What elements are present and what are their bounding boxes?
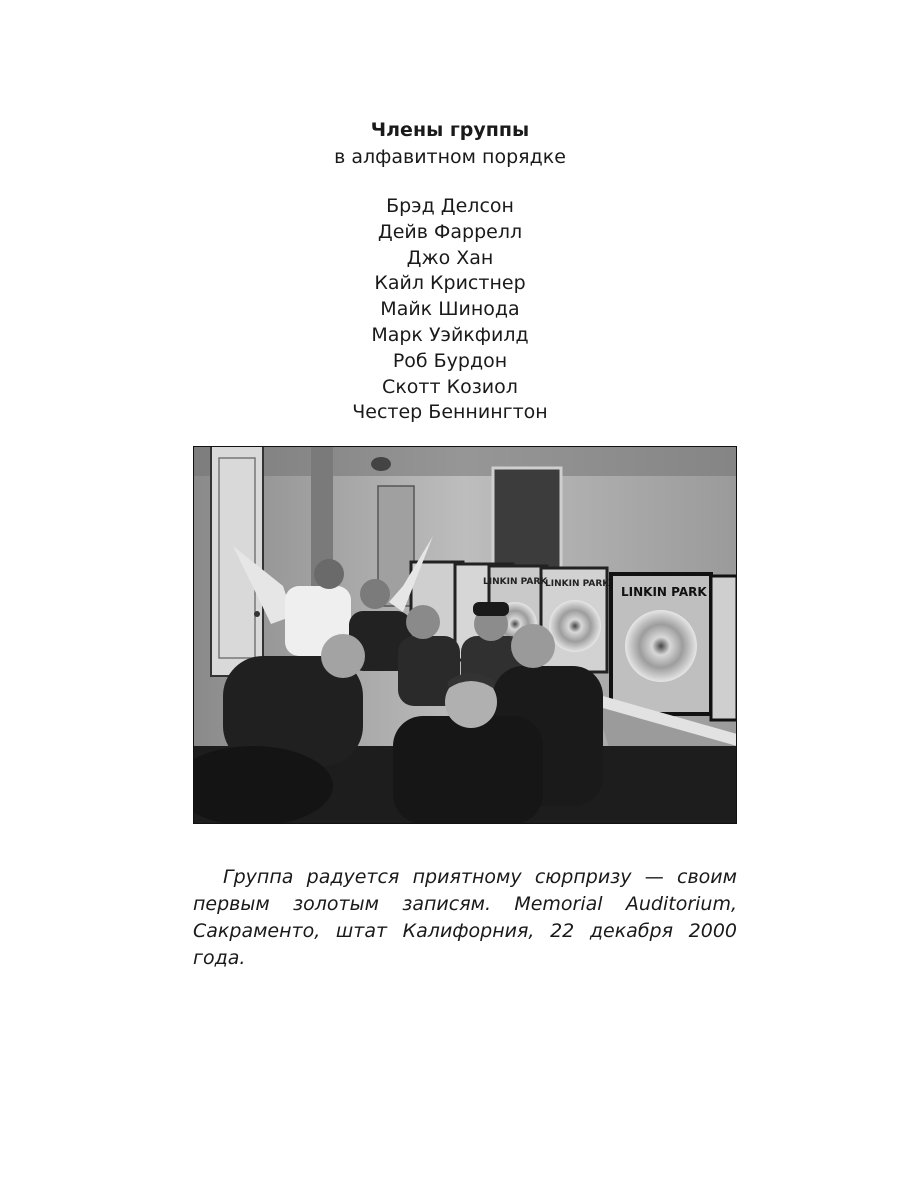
- heading: Члены группы: [370, 119, 530, 141]
- members-list: [0, 194, 900, 426]
- member-name: Кайл Кристнер: [374, 272, 526, 295]
- member-name: Роб Бурдон: [392, 349, 508, 372]
- member-name: Майк Шинода: [380, 298, 520, 321]
- plaque-label: LINKIN PARK: [483, 577, 548, 587]
- member-name: Скотт Козиол: [382, 375, 518, 398]
- subheading: в алфавитном порядке: [334, 146, 566, 168]
- member-name: Честер Беннингтон: [352, 401, 548, 424]
- member-name: Марк Уэйкфилд: [371, 323, 529, 346]
- plaque-label: LINKIN PARK: [621, 585, 707, 599]
- photo-caption: Группа радуется приятному сюрпризу — своим первым золотым записям. Memorial Auditorium, Сакраменто, штат Калифорния, 22 декабря 2000 года.: [193, 866, 737, 969]
- band-photo: [193, 446, 737, 824]
- plaque-label: LINKIN PARK: [545, 579, 610, 589]
- member-name: Джо Хан: [406, 246, 494, 269]
- member-name: Дейв Фаррелл: [377, 220, 523, 243]
- member-name: Брэд Делсон: [386, 195, 514, 217]
